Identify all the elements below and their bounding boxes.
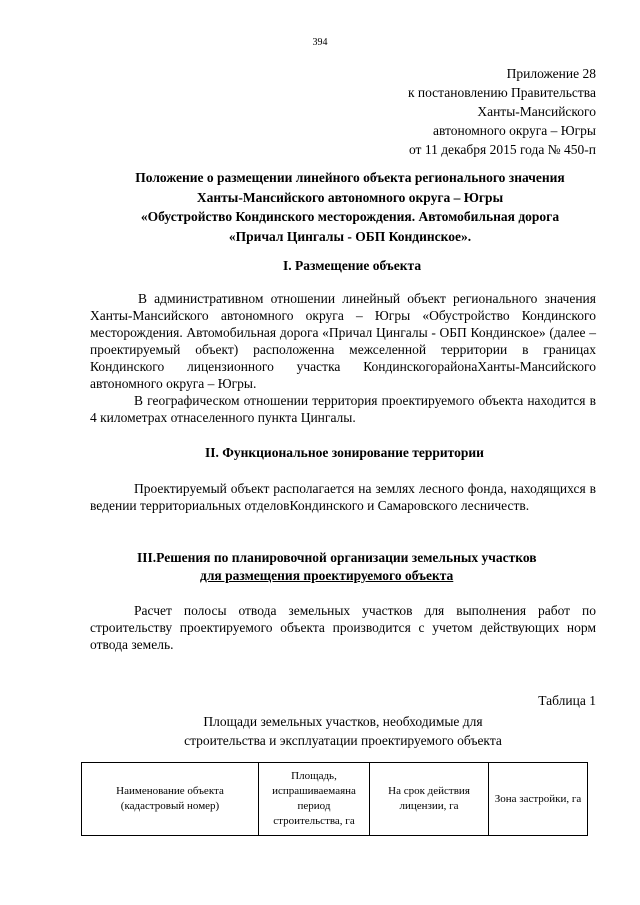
title-line: Ханты-Мансийского автономного округа – Югры bbox=[196, 189, 504, 205]
document-title bbox=[90, 168, 610, 246]
table-caption-line: строительства и эксплуатации проектируемого объекта bbox=[184, 733, 502, 748]
appendix-reference bbox=[408, 64, 596, 159]
table-caption-line: Площади земельных участков, необходимые для bbox=[203, 714, 483, 729]
table-caption bbox=[90, 712, 596, 750]
header-construction-area: Площадь, испрашиваемаяна период строительства, га bbox=[259, 763, 370, 836]
header-building-zone: Зона застройки, га bbox=[489, 763, 588, 836]
header-object-name: Наименование объекта (кадастровый номер) bbox=[82, 763, 259, 836]
section3-heading-line1: III.Решения по планировочной организации земельных участков bbox=[137, 550, 537, 565]
title-line: «Обустройство Кондинского месторождения. Автомобильная дорога bbox=[140, 209, 560, 224]
header-license-term: На срок действия лицензии, га bbox=[370, 763, 489, 836]
section2-paragraph: Проектируемый объект располагается на землях лесного фонда, находящихся в ведении территориальных отделовКондинского и Самаровского лесничеств. bbox=[90, 481, 596, 513]
appendix-line: автономного округа – Югры bbox=[433, 123, 596, 138]
title-line: «Причал Цингалы - ОБП Кондинское». bbox=[228, 228, 472, 244]
table-header-row bbox=[82, 763, 588, 836]
section2-body bbox=[90, 480, 596, 514]
appendix-line: от 11 декабря 2015 года № 450-п bbox=[408, 142, 596, 157]
section2-heading: II. Функциональное зонирование территории bbox=[205, 445, 484, 460]
section3-paragraph: Расчет полосы отвода земельных участков для выполнения работ по строительству проектируемого объекта производится с учетом действующих норм отвода земель. bbox=[90, 603, 596, 652]
section1-heading: I. Размещение объекта bbox=[283, 258, 422, 273]
land-area-table bbox=[81, 762, 588, 836]
section1-body bbox=[90, 290, 596, 426]
section3-heading-line2: для размещения проектируемого объекта bbox=[200, 568, 454, 583]
section3-body bbox=[90, 602, 596, 653]
appendix-line: Ханты-Мансийского bbox=[477, 104, 596, 119]
section1-paragraph-1: В административном отношении линейный объект регионального значения Ханты-Мансийского автономного округа – Югры «Обустройство Кондинского месторождения. Автомобильная дорога «Причал Цингалы - ОБП Кондинское» (далее – проектируемый объект) расположенна межселенной территории в границах Кондинского лицензионного участка КондинскогорайонаХанты-Мансийского автономного округа – Югры. bbox=[90, 291, 596, 391]
table-number: Таблица 1 bbox=[538, 693, 596, 708]
title-line: Положение о размещении линейного объекта регионального значения bbox=[135, 170, 565, 185]
appendix-line: к постановлению Правительства bbox=[407, 85, 596, 100]
appendix-line: Приложение 28 bbox=[506, 66, 596, 81]
page-number: 394 bbox=[312, 37, 328, 48]
section1-paragraph-2: В географическом отношении территория проектируемого объекта находится в 4 километрах отнаселенного пункта Цингалы. bbox=[90, 393, 596, 425]
